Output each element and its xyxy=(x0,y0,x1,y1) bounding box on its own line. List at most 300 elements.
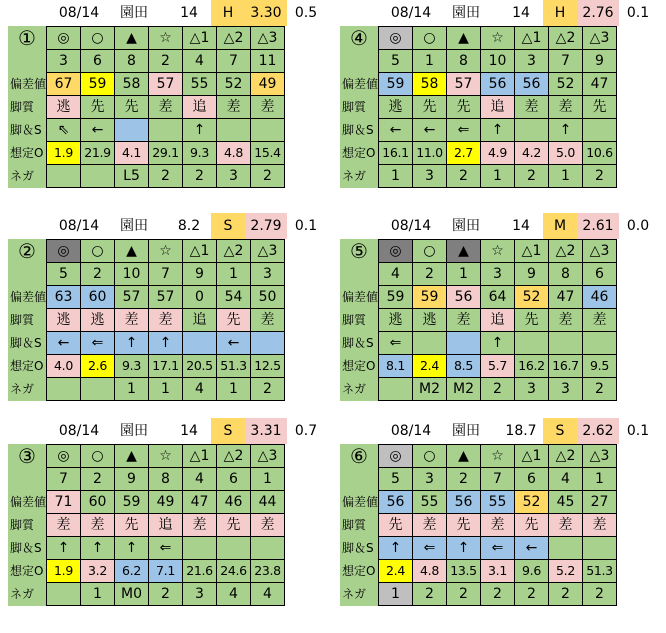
header-date: 08/14 xyxy=(58,218,100,234)
running-style-cell: 差 xyxy=(47,514,81,537)
race-table xyxy=(8,444,285,606)
header-venue: 園田 xyxy=(120,218,148,234)
negative-cell xyxy=(47,165,81,188)
expected-odds-cell: 5.2 xyxy=(549,560,583,583)
mark-cell: △1 xyxy=(183,445,217,468)
leg-speed-cell: ⇐ xyxy=(413,537,447,560)
horse-number-cell: 1 xyxy=(413,50,447,73)
row-label: 脚質 xyxy=(342,100,367,114)
horse-number-cell: 7 xyxy=(217,50,251,73)
horse-number-cell: 9 xyxy=(583,50,617,73)
expected-odds-cell: 4.8 xyxy=(217,142,251,165)
mark-cell: △1 xyxy=(515,445,549,468)
running-style-cell: 差 xyxy=(251,309,285,332)
leg-speed-cell: ← xyxy=(81,119,115,142)
row-label: 想定O xyxy=(342,359,376,373)
horse-number-cell: 9 xyxy=(515,263,549,286)
leg-speed-cell: ← xyxy=(217,332,251,355)
mark-cell: △2 xyxy=(549,240,583,263)
expected-odds-cell: 2.4 xyxy=(379,560,413,583)
expected-odds-cell: 9.5 xyxy=(583,355,617,378)
table-row xyxy=(340,583,617,606)
row-label xyxy=(8,50,47,73)
expected-odds-cell: 3.1 xyxy=(481,560,515,583)
header-venue: 園田 xyxy=(120,5,148,21)
leg-speed-cell: ⇐ xyxy=(81,332,115,355)
running-style-cell: 先 xyxy=(379,514,413,537)
expected-odds-cell: 16.1 xyxy=(379,142,413,165)
deviation-cell: 47 xyxy=(183,491,217,514)
row-label: 脚質 xyxy=(10,518,35,532)
race-table xyxy=(8,26,285,188)
row-label: 脚＆S xyxy=(10,123,42,137)
mark-cell: △2 xyxy=(549,27,583,50)
race-table xyxy=(340,26,617,188)
table-row xyxy=(340,263,617,286)
leg-speed-cell: ⇐ xyxy=(379,332,413,355)
expected-odds-cell: 8.5 xyxy=(447,355,481,378)
running-style-cell: 先 xyxy=(515,309,549,332)
leg-speed-cell: ⇖ xyxy=(47,119,81,142)
race-header xyxy=(340,418,660,444)
negative-cell xyxy=(81,378,115,401)
mark-cell: ○ xyxy=(81,445,115,468)
horse-number-cell: 4 xyxy=(183,468,217,491)
mark-cell: △1 xyxy=(183,27,217,50)
running-style-cell: 差 xyxy=(115,309,149,332)
running-style-cell: 逃 xyxy=(413,309,447,332)
expected-odds-cell: 9.3 xyxy=(115,355,149,378)
row-label: 脚質 xyxy=(342,518,367,532)
negative-cell: 1 xyxy=(81,583,115,606)
deviation-cell: 52 xyxy=(217,73,251,96)
deviation-cell: 67 xyxy=(47,73,81,96)
row-label: ネガ xyxy=(342,382,367,396)
expected-odds-cell: 6.2 xyxy=(115,560,149,583)
mark-cell: △3 xyxy=(583,27,617,50)
mark-cell: ◎ xyxy=(379,27,413,50)
leg-speed-cell: ↑ xyxy=(47,537,81,560)
expected-odds-cell: 16.2 xyxy=(515,355,549,378)
table-row xyxy=(8,96,285,119)
expected-odds-cell: 20.5 xyxy=(183,355,217,378)
expected-odds-cell: 9.3 xyxy=(183,142,217,165)
running-style-cell: 先 xyxy=(515,514,549,537)
deviation-cell: 59 xyxy=(379,286,413,309)
leg-speed-cell xyxy=(515,332,549,355)
leg-speed-cell xyxy=(115,119,149,142)
leg-speed-cell: ← xyxy=(413,119,447,142)
running-style-cell: 差 xyxy=(515,96,549,119)
negative-cell: 2 xyxy=(251,378,285,401)
negative-cell: 4 xyxy=(183,378,217,401)
expected-odds-cell: 5.7 xyxy=(481,355,515,378)
table-row xyxy=(8,142,285,165)
deviation-cell: 58 xyxy=(115,73,149,96)
table-row xyxy=(8,165,285,188)
expected-odds-cell: 4.8 xyxy=(413,560,447,583)
leg-speed-cell xyxy=(583,119,617,142)
running-style-cell: 先 xyxy=(217,514,251,537)
negative-cell: 2 xyxy=(515,583,549,606)
header-date: 08/14 xyxy=(390,423,432,439)
deviation-cell: 56 xyxy=(481,73,515,96)
negative-cell: L5 xyxy=(115,165,149,188)
table-row xyxy=(8,309,285,332)
deviation-cell: 47 xyxy=(549,286,583,309)
table-row xyxy=(340,73,617,96)
expected-odds-cell: 11.0 xyxy=(413,142,447,165)
mark-cell: ◎ xyxy=(47,27,81,50)
header-v1: 14 xyxy=(512,5,530,21)
deviation-cell: 52 xyxy=(515,491,549,514)
deviation-cell: 49 xyxy=(149,491,183,514)
expected-odds-cell: 8.1 xyxy=(379,355,413,378)
horse-number-cell: 4 xyxy=(549,468,583,491)
table-row xyxy=(8,491,285,514)
leg-speed-cell: ⇐ xyxy=(481,537,515,560)
horse-number-cell: 1 xyxy=(447,263,481,286)
running-style-cell: 差 xyxy=(251,514,285,537)
running-style-cell: 差 xyxy=(149,96,183,119)
mark-cell: △2 xyxy=(549,445,583,468)
running-style-cell: 追 xyxy=(149,514,183,537)
mark-cell: ▲ xyxy=(115,27,149,50)
negative-cell xyxy=(47,378,81,401)
running-style-cell: 先 xyxy=(115,514,149,537)
negative-cell: 1 xyxy=(149,378,183,401)
table-row xyxy=(8,286,285,309)
horse-number-cell: 8 xyxy=(115,50,149,73)
table-row xyxy=(8,73,285,96)
negative-cell: M2 xyxy=(413,378,447,401)
running-style-cell: 差 xyxy=(413,514,447,537)
expected-odds-cell: 51.3 xyxy=(217,355,251,378)
table-row xyxy=(8,332,285,355)
leg-speed-cell xyxy=(583,537,617,560)
mark-cell: ▲ xyxy=(115,240,149,263)
leg-speed-cell xyxy=(413,332,447,355)
running-style-cell: 差 xyxy=(183,514,217,537)
mark-cell: ☆ xyxy=(149,240,183,263)
deviation-cell: 55 xyxy=(413,491,447,514)
expected-odds-cell: 29.1 xyxy=(149,142,183,165)
race-table xyxy=(8,239,285,401)
running-style-cell: 逃 xyxy=(81,309,115,332)
deviation-cell: 45 xyxy=(549,491,583,514)
horse-number-cell: 10 xyxy=(115,263,149,286)
negative-cell: 1 xyxy=(115,378,149,401)
row-label: 想定O xyxy=(10,359,44,373)
row-label: 脚＆S xyxy=(342,541,374,555)
horse-number-cell: 1 xyxy=(251,468,285,491)
row-label: ネガ xyxy=(10,169,35,183)
expected-odds-cell: 4.2 xyxy=(515,142,549,165)
table-row xyxy=(340,142,617,165)
table-row xyxy=(340,332,617,355)
horse-number-cell: 2 xyxy=(413,263,447,286)
negative-cell: 3 xyxy=(217,165,251,188)
deviation-cell: 58 xyxy=(413,73,447,96)
negative-cell: 3 xyxy=(549,378,583,401)
mark-cell: ○ xyxy=(413,240,447,263)
deviation-cell: 46 xyxy=(217,491,251,514)
expected-odds-cell: 2.4 xyxy=(413,355,447,378)
negative-cell: 2 xyxy=(149,165,183,188)
running-style-cell: 逃 xyxy=(47,309,81,332)
header-v2: 3.31 xyxy=(245,418,287,444)
table-row xyxy=(8,119,285,142)
mark-cell: ○ xyxy=(81,27,115,50)
running-style-cell: 逃 xyxy=(379,309,413,332)
leg-speed-cell xyxy=(549,332,583,355)
table-row xyxy=(340,240,617,263)
race-number: ② xyxy=(18,239,36,263)
negative-cell: M0 xyxy=(115,583,149,606)
header-grade: S xyxy=(211,213,245,239)
leg-speed-cell xyxy=(583,332,617,355)
header-date: 08/14 xyxy=(390,5,432,21)
mark-cell: △3 xyxy=(251,445,285,468)
running-style-cell: 先 xyxy=(413,96,447,119)
mark-cell: ◎ xyxy=(379,445,413,468)
row-label: 偏差値 xyxy=(342,495,379,509)
deviation-cell: 56 xyxy=(379,491,413,514)
horse-number-cell: 2 xyxy=(149,50,183,73)
leg-speed-cell: ← xyxy=(47,332,81,355)
expected-odds-cell: 16.7 xyxy=(549,355,583,378)
leg-speed-cell xyxy=(217,119,251,142)
negative-cell xyxy=(47,583,81,606)
mark-cell: △2 xyxy=(217,240,251,263)
horse-number-cell: 4 xyxy=(183,50,217,73)
horse-number-cell: 7 xyxy=(47,468,81,491)
running-style-cell: 差 xyxy=(549,96,583,119)
leg-speed-cell: ← xyxy=(515,537,549,560)
leg-speed-cell: ↑ xyxy=(379,537,413,560)
row-label: 脚＆S xyxy=(10,336,42,350)
leg-speed-cell xyxy=(183,537,217,560)
row-label: ネガ xyxy=(10,587,35,601)
running-style-cell: 追 xyxy=(183,96,217,119)
mark-cell: △3 xyxy=(251,240,285,263)
race-header xyxy=(8,213,328,239)
expected-odds-cell: 15.4 xyxy=(251,142,285,165)
race-header xyxy=(340,0,660,26)
table-row xyxy=(340,309,617,332)
horse-number-cell: 6 xyxy=(583,263,617,286)
leg-speed-cell: ← xyxy=(379,119,413,142)
row-label: 偏差値 xyxy=(342,290,379,304)
row-label: 脚＆S xyxy=(10,541,42,555)
table-row xyxy=(8,50,285,73)
negative-cell: 1 xyxy=(481,165,515,188)
row-label xyxy=(340,263,379,286)
negative-cell: 2 xyxy=(149,583,183,606)
negative-cell: 2 xyxy=(251,165,285,188)
negative-cell: 3 xyxy=(183,583,217,606)
running-style-cell: 先 xyxy=(81,96,115,119)
table-row xyxy=(8,583,285,606)
negative-cell xyxy=(81,165,115,188)
table-row xyxy=(340,468,617,491)
mark-cell: △2 xyxy=(217,445,251,468)
row-label: 脚質 xyxy=(10,313,35,327)
running-style-cell: 先 xyxy=(583,96,617,119)
horse-number-cell: 6 xyxy=(81,50,115,73)
race-header xyxy=(340,213,660,239)
race-header xyxy=(8,0,328,26)
mark-cell: ◎ xyxy=(47,240,81,263)
mark-cell: ☆ xyxy=(481,27,515,50)
header-venue: 園田 xyxy=(452,218,480,234)
race-number: ④ xyxy=(350,26,368,50)
header-grade: M xyxy=(543,213,577,239)
table-row xyxy=(8,263,285,286)
leg-speed-cell xyxy=(447,332,481,355)
running-style-cell: 先 xyxy=(447,514,481,537)
horse-number-cell: 3 xyxy=(413,468,447,491)
negative-cell: 2 xyxy=(583,583,617,606)
table-row xyxy=(8,240,285,263)
horse-number-cell: 2 xyxy=(81,263,115,286)
row-label: 偏差値 xyxy=(10,77,47,91)
row-label xyxy=(8,468,47,491)
expected-odds-cell: 17.1 xyxy=(149,355,183,378)
horse-number-cell: 3 xyxy=(515,50,549,73)
horse-number-cell: 2 xyxy=(447,468,481,491)
running-style-cell: 追 xyxy=(183,309,217,332)
mark-cell: ☆ xyxy=(149,445,183,468)
negative-cell: 2 xyxy=(549,583,583,606)
expected-odds-cell: 4.9 xyxy=(481,142,515,165)
running-style-cell: 差 xyxy=(583,309,617,332)
table-row xyxy=(8,468,285,491)
deviation-cell: 56 xyxy=(447,286,481,309)
expected-odds-cell: 2.6 xyxy=(81,355,115,378)
deviation-cell: 0 xyxy=(183,286,217,309)
expected-odds-cell: 21.6 xyxy=(183,560,217,583)
horse-number-cell: 3 xyxy=(481,263,515,286)
deviation-cell: 59 xyxy=(81,73,115,96)
row-label: 想定O xyxy=(342,146,376,160)
leg-speed-cell xyxy=(251,332,285,355)
header-v3: 0.1 xyxy=(294,218,318,234)
mark-cell: ☆ xyxy=(149,27,183,50)
header-v2: 2.62 xyxy=(577,418,619,444)
negative-cell: 1 xyxy=(379,165,413,188)
header-venue: 園田 xyxy=(452,423,480,439)
deviation-cell: 64 xyxy=(481,286,515,309)
running-style-cell: 先 xyxy=(217,309,251,332)
horse-number-cell: 1 xyxy=(583,468,617,491)
deviation-cell: 59 xyxy=(379,73,413,96)
leg-speed-cell xyxy=(149,119,183,142)
race-table xyxy=(340,444,617,606)
row-label: 想定O xyxy=(10,564,44,578)
leg-speed-cell xyxy=(251,119,285,142)
mark-cell: △1 xyxy=(515,27,549,50)
expected-odds-cell: 4.1 xyxy=(115,142,149,165)
horse-number-cell: 6 xyxy=(515,468,549,491)
row-label xyxy=(340,468,379,491)
mark-cell: ◎ xyxy=(379,240,413,263)
running-style-cell: 追 xyxy=(481,96,515,119)
expected-odds-cell: 5.0 xyxy=(549,142,583,165)
row-label: 偏差値 xyxy=(10,495,47,509)
deviation-cell: 52 xyxy=(549,73,583,96)
header-grade: H xyxy=(211,0,245,26)
leg-speed-cell: ↑ xyxy=(447,537,481,560)
negative-cell: 4 xyxy=(251,583,285,606)
mark-cell: △1 xyxy=(183,240,217,263)
leg-speed-cell: ↑ xyxy=(115,332,149,355)
table-row xyxy=(340,445,617,468)
leg-speed-cell: ⇐ xyxy=(447,119,481,142)
expected-odds-cell: 3.2 xyxy=(81,560,115,583)
header-v1: 14 xyxy=(180,5,198,21)
header-grade: H xyxy=(543,0,577,26)
horse-number-cell: 8 xyxy=(447,50,481,73)
header-v3: 0.1 xyxy=(626,5,650,21)
negative-cell: M2 xyxy=(447,378,481,401)
expected-odds-cell: 23.8 xyxy=(251,560,285,583)
row-label xyxy=(340,50,379,73)
table-row xyxy=(340,537,617,560)
negative-cell: 3 xyxy=(413,165,447,188)
leg-speed-cell: ↑ xyxy=(549,119,583,142)
deviation-cell: 57 xyxy=(115,286,149,309)
horse-number-cell: 11 xyxy=(251,50,285,73)
mark-cell: △1 xyxy=(515,240,549,263)
leg-speed-cell xyxy=(515,119,549,142)
header-v3: 0.0 xyxy=(626,218,650,234)
deviation-cell: 59 xyxy=(413,286,447,309)
header-v3: 0.1 xyxy=(626,423,650,439)
expected-odds-cell: 21.9 xyxy=(81,142,115,165)
horse-number-cell: 7 xyxy=(149,263,183,286)
mark-cell: ▲ xyxy=(115,445,149,468)
leg-speed-cell xyxy=(549,537,583,560)
leg-speed-cell: ↑ xyxy=(115,537,149,560)
deviation-cell: 56 xyxy=(515,73,549,96)
horse-number-cell: 5 xyxy=(379,468,413,491)
table-row xyxy=(340,286,617,309)
row-label: 脚＆S xyxy=(342,336,374,350)
header-v1: 14 xyxy=(180,423,198,439)
negative-cell: 2 xyxy=(447,583,481,606)
expected-odds-cell: 13.5 xyxy=(447,560,481,583)
table-row xyxy=(340,119,617,142)
table-row xyxy=(340,50,617,73)
race-header xyxy=(8,418,328,444)
table-row xyxy=(8,560,285,583)
horse-number-cell: 5 xyxy=(47,263,81,286)
running-style-cell: 逃 xyxy=(47,96,81,119)
expected-odds-cell: 7.1 xyxy=(149,560,183,583)
negative-cell: 2 xyxy=(481,378,515,401)
running-style-cell: 差 xyxy=(149,309,183,332)
table-row xyxy=(340,27,617,50)
negative-cell: 1 xyxy=(549,165,583,188)
running-style-cell: 差 xyxy=(251,96,285,119)
leg-speed-cell: ↑ xyxy=(81,537,115,560)
table-row xyxy=(340,165,617,188)
deviation-cell: 47 xyxy=(583,73,617,96)
negative-cell: 2 xyxy=(183,165,217,188)
running-style-cell: 差 xyxy=(81,514,115,537)
mark-cell: ▲ xyxy=(447,445,481,468)
